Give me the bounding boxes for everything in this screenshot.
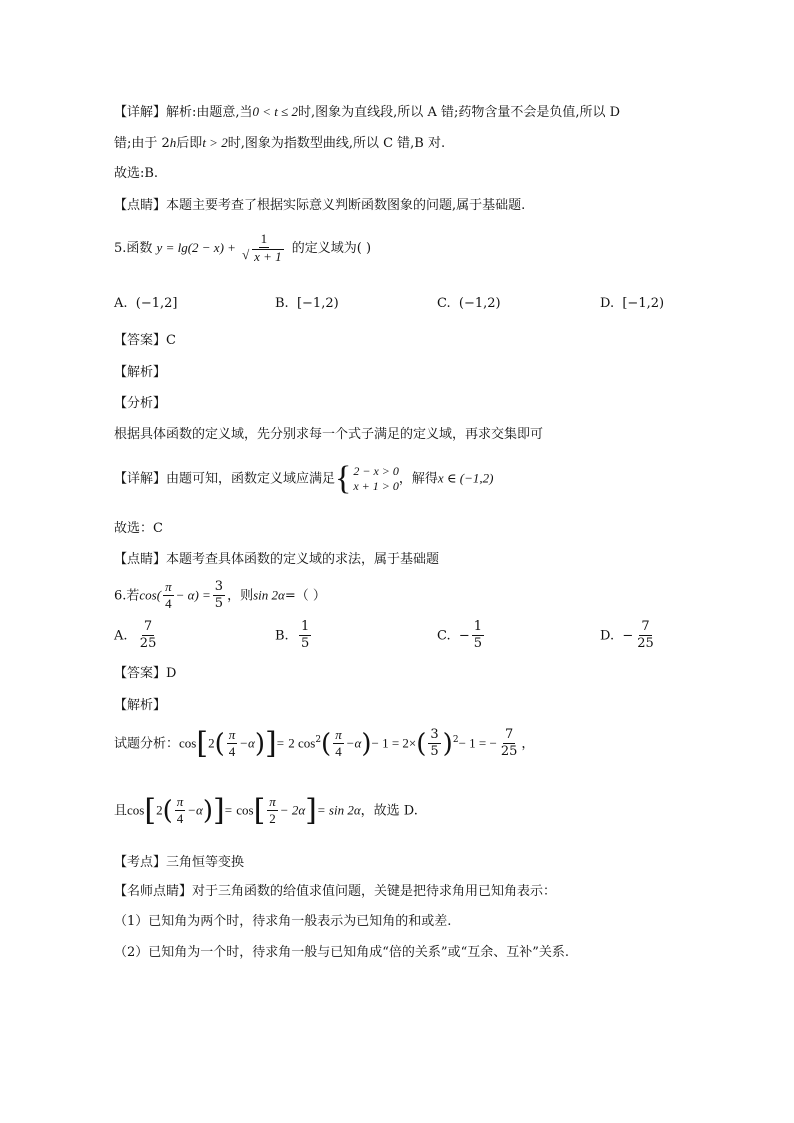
paren: ( bbox=[321, 728, 332, 759]
q5-fenxi: 【分析】 bbox=[114, 396, 167, 411]
q-prefix: 6.若 bbox=[114, 588, 140, 604]
q5-option-d[interactable] bbox=[600, 297, 664, 310]
question-6 bbox=[114, 580, 326, 612]
q6-kaodian: 【考点】三角恒等变换 bbox=[114, 855, 245, 870]
fraction bbox=[428, 728, 440, 760]
denominator: 4 bbox=[335, 744, 342, 760]
sin2a: sin 2α bbox=[253, 587, 285, 603]
option-label: B. bbox=[275, 628, 289, 644]
option-label: A. bbox=[114, 296, 128, 311]
denominator: 5 bbox=[430, 744, 439, 760]
coef: 2 bbox=[208, 735, 215, 751]
paren: ( bbox=[416, 728, 427, 759]
q6-mingshi: 【名师点睛】对于三角函数的给值求值问题，关键是把待求角用已知角表示： bbox=[114, 884, 557, 899]
expr: − α) = bbox=[175, 587, 211, 603]
comma: ， bbox=[521, 736, 535, 752]
expr: − 1 = − bbox=[458, 735, 497, 751]
option-label: B. bbox=[275, 296, 289, 311]
denominator: 25 bbox=[139, 636, 157, 652]
numerator: 7 bbox=[142, 620, 154, 636]
paren: ) bbox=[361, 728, 372, 759]
denominator: 5 bbox=[214, 596, 224, 612]
exponent: 2 bbox=[452, 734, 459, 745]
equals: = bbox=[276, 735, 285, 751]
numerator: π bbox=[333, 728, 344, 744]
q5-dianjing: 【点睛】本题考查具体函数的定义域的求法，属于基础题 bbox=[114, 552, 440, 567]
cos: cos bbox=[236, 802, 254, 818]
numerator: π bbox=[227, 728, 238, 744]
q6-point-1: （1）已知角为两个时，待求角一般表示为已知角的和或差. bbox=[114, 914, 452, 929]
text: 且 bbox=[114, 803, 128, 819]
equals: = bbox=[224, 802, 233, 818]
expr: = sin 2α bbox=[316, 802, 361, 818]
q5-option-a[interactable] bbox=[114, 297, 178, 310]
fraction bbox=[213, 580, 225, 612]
dianjing-line: 【点睛】本题主要考查了根据实际意义判断函数图象的问题,属于基础题. bbox=[114, 198, 526, 213]
numerator: 3 bbox=[428, 728, 440, 744]
brace: { bbox=[335, 460, 352, 497]
q-prefix: 5.函数 bbox=[114, 240, 153, 256]
option-value: (−1,2] bbox=[135, 296, 178, 311]
explanation-line-1 bbox=[114, 105, 620, 119]
numerator: π bbox=[175, 795, 186, 811]
option-fraction bbox=[635, 620, 656, 652]
fraction bbox=[267, 795, 278, 827]
q5-jiexi: 【解析】 bbox=[114, 365, 167, 380]
q6-point-2: （2）已知角为一个时，待求角一般与已知角成“倍的关系”或“互余、互补”关系. bbox=[114, 945, 569, 960]
q-suffix: 的定义域为( ) bbox=[291, 240, 372, 256]
explanation-line-2 bbox=[114, 136, 445, 150]
fraction bbox=[333, 728, 344, 760]
cos: cos( bbox=[139, 587, 162, 603]
choose-line: 故选:B. bbox=[114, 166, 159, 181]
text: 【详解】解析:由题意,当 bbox=[114, 105, 253, 120]
denominator: 4 bbox=[176, 811, 184, 827]
text: ，故选 D. bbox=[360, 803, 418, 819]
fraction bbox=[227, 728, 238, 760]
paren: ) bbox=[442, 728, 453, 759]
q6-option-c[interactable] bbox=[437, 620, 486, 652]
q-suffix: =（ ） bbox=[284, 588, 326, 604]
numerator: 3 bbox=[213, 580, 225, 596]
expr: −α bbox=[239, 735, 255, 751]
bracket: [ bbox=[196, 725, 209, 761]
numerator: 7 bbox=[503, 728, 515, 744]
option-fraction bbox=[299, 620, 311, 652]
numerator: π bbox=[163, 580, 174, 596]
q5-choose: 故选：C bbox=[114, 521, 163, 536]
q5-detail bbox=[114, 462, 493, 496]
cos: cos bbox=[179, 735, 197, 751]
q6-jiexi: 【解析】 bbox=[114, 698, 167, 713]
numerator: 7 bbox=[639, 620, 651, 636]
denominator: 2 bbox=[269, 811, 276, 827]
unit-h: h bbox=[169, 135, 177, 150]
option-label: C. bbox=[437, 628, 451, 644]
text: 时,图象为指数型曲线,所以 C 错,B 对. bbox=[227, 136, 446, 151]
function: y = lg(2 − x) + bbox=[156, 239, 236, 255]
system-row: x + 1 > 0 bbox=[353, 479, 399, 493]
bracket: ] bbox=[305, 792, 317, 828]
option-value: (−1,2) bbox=[458, 296, 501, 311]
question-5 bbox=[114, 232, 371, 265]
option-label: D. bbox=[600, 296, 615, 311]
denominator: 4 bbox=[165, 596, 172, 612]
q5-option-c[interactable] bbox=[437, 297, 501, 310]
text: 错;由于 2 bbox=[114, 136, 170, 151]
expr: − 2α bbox=[279, 802, 306, 818]
numerator: 1 bbox=[299, 620, 311, 636]
q6-option-a[interactable] bbox=[114, 620, 160, 652]
coef: 2 bbox=[156, 802, 163, 818]
expr: 2 cos bbox=[288, 735, 316, 751]
fraction bbox=[242, 232, 286, 265]
bracket: [ bbox=[144, 792, 157, 828]
fraction bbox=[499, 728, 520, 760]
q6-equation-1 bbox=[114, 725, 535, 761]
bracket: ] bbox=[265, 725, 277, 761]
numerator: 1 bbox=[259, 232, 270, 248]
denominator: 4 bbox=[228, 744, 236, 760]
numerator: π bbox=[267, 795, 278, 811]
option-sign: − bbox=[458, 628, 470, 644]
inequality: t > 2 bbox=[202, 135, 228, 150]
paren: ) bbox=[254, 728, 266, 759]
text: ，解得 bbox=[398, 471, 438, 487]
option-sign: − bbox=[622, 628, 634, 644]
q6-equation-2 bbox=[114, 792, 418, 828]
option-value: [−1,2) bbox=[622, 296, 665, 311]
option-label: D. bbox=[600, 628, 615, 644]
option-value: [−1,2) bbox=[296, 296, 339, 311]
q5-fenxi-text: 根据具体函数的定义域，先分别求每一个式子满足的定义域，再求交集即可 bbox=[114, 427, 544, 442]
text: 后即 bbox=[176, 136, 203, 151]
denominator: 25 bbox=[500, 744, 518, 760]
inequality: 0 < t ≤ 2 bbox=[252, 104, 299, 119]
bracket: [ bbox=[253, 792, 266, 828]
solution: x ∈ (−1,2) bbox=[437, 470, 494, 486]
inequality-system bbox=[335, 462, 399, 496]
expr: −α bbox=[345, 735, 362, 751]
option-label: A. bbox=[114, 628, 128, 644]
denominator: 25 bbox=[637, 636, 654, 652]
q5-answer: 【答案】C bbox=[114, 333, 176, 348]
option-fraction bbox=[138, 620, 159, 652]
paren: ( bbox=[214, 728, 225, 759]
expr: −α bbox=[187, 802, 203, 818]
text: 时,图象为直线段,所以 A 错;药物含量不会是负值,所以 D bbox=[298, 105, 621, 120]
sqrt: √ x + 1 bbox=[252, 249, 284, 264]
text: 【详解】由题可知，函数定义域应满足 bbox=[114, 471, 336, 487]
bracket: ] bbox=[213, 792, 225, 828]
numerator: 1 bbox=[472, 620, 484, 636]
text: ，则 bbox=[227, 588, 254, 604]
option-label: C. bbox=[437, 296, 451, 311]
fraction bbox=[163, 580, 174, 612]
system-row: 2 − x > 0 bbox=[353, 464, 399, 478]
text: 试题分析： bbox=[114, 736, 180, 752]
q6-answer: 【答案】D bbox=[114, 666, 177, 681]
fraction bbox=[175, 795, 186, 827]
denominator: 5 bbox=[300, 636, 310, 652]
q6-option-b[interactable] bbox=[275, 620, 313, 652]
option-fraction bbox=[472, 620, 484, 652]
q5-option-b[interactable] bbox=[275, 297, 339, 310]
cos: cos bbox=[127, 802, 145, 818]
paren: ) bbox=[202, 795, 214, 826]
paren: ( bbox=[162, 795, 173, 826]
expr: − 1 = 2× bbox=[371, 735, 417, 751]
exponent: 2 bbox=[315, 734, 322, 745]
q6-option-d[interactable] bbox=[600, 620, 658, 652]
denominator: 5 bbox=[473, 636, 483, 652]
